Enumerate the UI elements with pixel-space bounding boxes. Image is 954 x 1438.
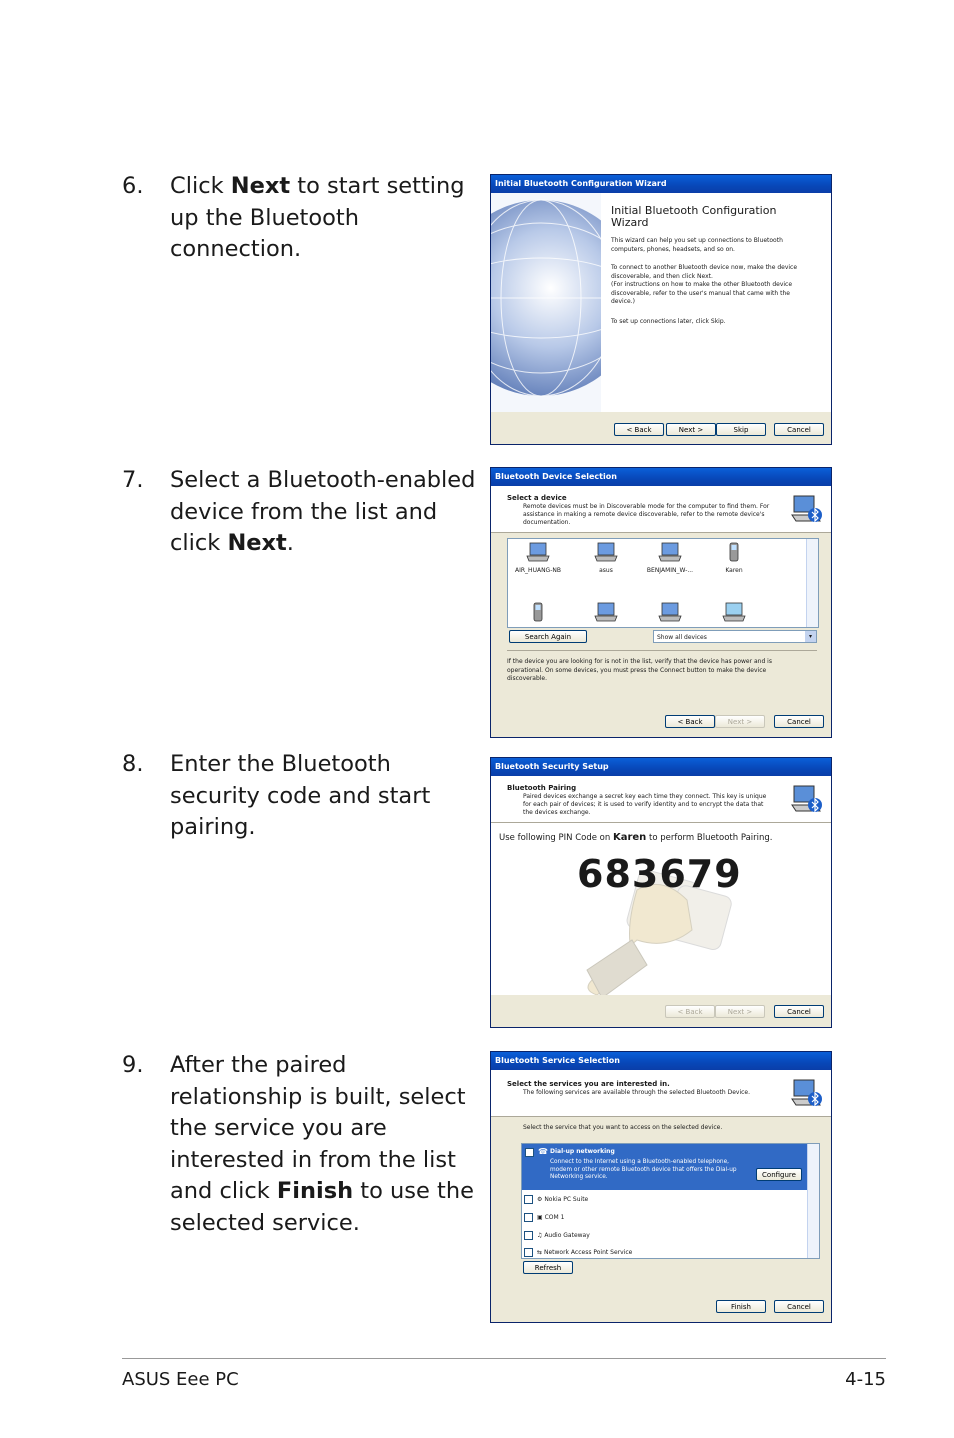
wizard-body	[491, 193, 832, 412]
scrollbar[interactable]	[807, 1144, 819, 1258]
phone-icon	[722, 541, 746, 563]
service-description: Connect to the Internet using a Bluetooth-enabled telephone, modem or other remote Bluetooth device that offers the Dial-up Networking service.	[550, 1159, 737, 1180]
phone-icon	[526, 601, 550, 623]
bluetooth-computer-icon	[791, 783, 823, 815]
laptop-icon	[658, 601, 682, 623]
device-item[interactable]	[640, 541, 700, 574]
device-note: If the device you are looking for is not in the list, verify that the device has power and is operational. On some devices, you must press the Connect button to make the device discoverable.	[507, 658, 772, 682]
step-text-pre: After the paired relationship is built, select the service you are interested in from the list and click	[170, 1052, 466, 1204]
device-item[interactable]	[704, 541, 764, 574]
step-text-bold: Next	[227, 530, 287, 556]
dialog-header	[491, 1070, 831, 1117]
device-name: asus	[599, 567, 613, 574]
next-button[interactable]: Next >	[666, 423, 716, 436]
divider	[507, 650, 817, 651]
step-number: 6.	[122, 173, 144, 199]
wizard-heading: Initial Bluetooth Configuration Wizard	[611, 204, 777, 229]
step-text-post: to use the selected service.	[170, 1178, 474, 1236]
footer-divider	[122, 1358, 886, 1359]
refresh-button[interactable]: Refresh	[523, 1261, 573, 1274]
modem-icon: ☎	[538, 1147, 548, 1156]
service-checkbox[interactable]	[524, 1195, 533, 1204]
service-checkbox[interactable]	[524, 1231, 533, 1240]
skip-button[interactable]: Skip	[716, 423, 766, 436]
device-name: Karen	[725, 567, 743, 574]
window-title: Initial Bluetooth Configuration Wizard	[491, 175, 831, 193]
scrollbar[interactable]	[806, 539, 818, 627]
next-button[interactable]: Next >	[715, 715, 765, 728]
step-text-post: .	[286, 530, 294, 556]
pin-instruction-post: to perform Bluetooth Pairing.	[646, 833, 773, 843]
window-title: Bluetooth Device Selection	[491, 468, 831, 486]
dialog-heading: Bluetooth Pairing	[507, 784, 577, 792]
device-filter-value: Show all devices	[657, 634, 707, 641]
service-checkbox[interactable]	[525, 1148, 534, 1157]
service-name: Dial-up networking	[550, 1148, 615, 1155]
service-checkbox[interactable]	[524, 1248, 533, 1257]
device-selection-window	[490, 467, 832, 738]
cancel-button[interactable]: Cancel	[774, 715, 824, 728]
step-text-pre: Select a Bluetooth-enabled device from the list and click	[170, 467, 476, 556]
audio-icon: ♫	[537, 1232, 543, 1239]
cancel-button[interactable]: Cancel	[774, 1300, 824, 1313]
service-item[interactable]	[524, 1193, 588, 1207]
service-item[interactable]	[524, 1246, 632, 1260]
service-icon: ⚙	[537, 1196, 543, 1203]
serial-port-icon: ▣	[537, 1214, 543, 1221]
step-text-post: to start setting up the Bluetooth connection.	[170, 173, 465, 262]
service-item-selected[interactable]	[522, 1144, 807, 1190]
back-button[interactable]: < Back	[614, 423, 664, 436]
service-checkbox[interactable]	[524, 1213, 533, 1222]
bluetooth-computer-icon	[791, 1077, 823, 1109]
dialog-heading: Select a device	[507, 494, 567, 502]
security-window	[490, 757, 832, 1028]
search-again-button[interactable]: Search Again	[509, 630, 587, 643]
dialog-description: The following services are available through the selected Bluetooth Device.	[523, 1089, 751, 1096]
service-name: COM 1	[544, 1214, 565, 1221]
laptop-icon	[594, 541, 618, 563]
step-text	[170, 465, 476, 560]
network-icon: ⇆	[537, 1249, 543, 1256]
step-number: 7.	[122, 467, 144, 493]
laptop-icon	[594, 601, 618, 623]
wizard-window	[490, 174, 832, 445]
device-name: BENJAMIN_W-...	[646, 567, 694, 574]
bluetooth-computer-icon	[791, 493, 823, 525]
wizard-paragraph-1: This wizard can help you set up connections to Bluetooth computers, phones, headsets, and so on.	[611, 237, 783, 253]
wizard-paragraph-3: (For instructions on how to make the other Bluetooth device discoverable, refer to the user's manual that came with the device.)	[611, 281, 793, 305]
pin-code: 683679	[577, 852, 742, 896]
laptop-icon	[722, 601, 746, 623]
wizard-paragraph-2: To connect to another Bluetooth device now, make the device discoverable, and then click Next.	[611, 264, 798, 280]
step-text	[170, 1050, 476, 1239]
dialog-heading: Select the services you are interested in.	[507, 1080, 670, 1088]
cancel-button[interactable]: Cancel	[774, 1005, 824, 1018]
service-name: Nokia PC Suite	[544, 1196, 589, 1203]
back-button[interactable]: < Back	[665, 715, 715, 728]
step-text-pre: Click	[170, 173, 231, 199]
laptop-icon	[658, 541, 682, 563]
window-title: Bluetooth Security Setup	[491, 758, 831, 776]
next-button[interactable]: Next >	[715, 1005, 765, 1018]
step-number: 9.	[122, 1052, 144, 1078]
page-number: 4-15	[845, 1369, 886, 1390]
window-title: Bluetooth Service Selection	[491, 1052, 831, 1070]
device-item[interactable]	[576, 541, 636, 574]
pin-instruction	[499, 832, 829, 843]
chevron-down-icon: ▾	[805, 631, 816, 642]
pin-instruction-pre: Use following PIN Code on	[499, 833, 613, 843]
finish-button[interactable]: Finish	[716, 1300, 766, 1313]
device-filter-select[interactable]	[653, 630, 817, 643]
device-name: AIR_HUANG-NB	[515, 567, 561, 574]
cancel-button[interactable]: Cancel	[774, 423, 824, 436]
dialog-description: Remote devices must be in Discoverable mode for the computer to find them. For assistance in making a remote device discoverable, refer to the remote device's documentation.	[523, 503, 770, 526]
globe-image	[491, 193, 601, 412]
service-list[interactable]	[521, 1143, 820, 1259]
service-selection-window	[490, 1051, 832, 1323]
device-item[interactable]	[508, 541, 568, 574]
dialog-description: Paired devices exchange a secret key each time they connect. This key is unique for each pair of devices; it is used to verify identity and to encrypt the data that the devices exchange.	[523, 793, 767, 816]
pin-device-name: Karen	[612, 832, 647, 843]
device-list[interactable]	[507, 538, 819, 628]
configure-button[interactable]: Configure	[756, 1168, 802, 1181]
step-text: Enter the Bluetooth security code and start pairing.	[170, 751, 431, 840]
back-button[interactable]: < Back	[665, 1005, 715, 1018]
service-instruction: Select the service that you want to access on the selected device.	[523, 1124, 723, 1131]
step-text	[170, 171, 476, 266]
dialog-header	[491, 776, 831, 823]
service-item[interactable]	[524, 1229, 590, 1243]
footer-title: ASUS Eee PC	[122, 1369, 239, 1390]
wizard-paragraph-4: To set up connections later, click Skip.	[611, 318, 726, 325]
step-text-bold: Finish	[276, 1178, 354, 1204]
step-text-bold: Next	[230, 173, 291, 199]
laptop-icon	[526, 541, 550, 563]
step-number: 8.	[122, 751, 144, 777]
service-name: Network Access Point Service	[543, 1249, 633, 1256]
service-name: Audio Gateway	[544, 1232, 590, 1239]
service-item[interactable]	[524, 1211, 564, 1225]
dialog-header	[491, 486, 831, 533]
